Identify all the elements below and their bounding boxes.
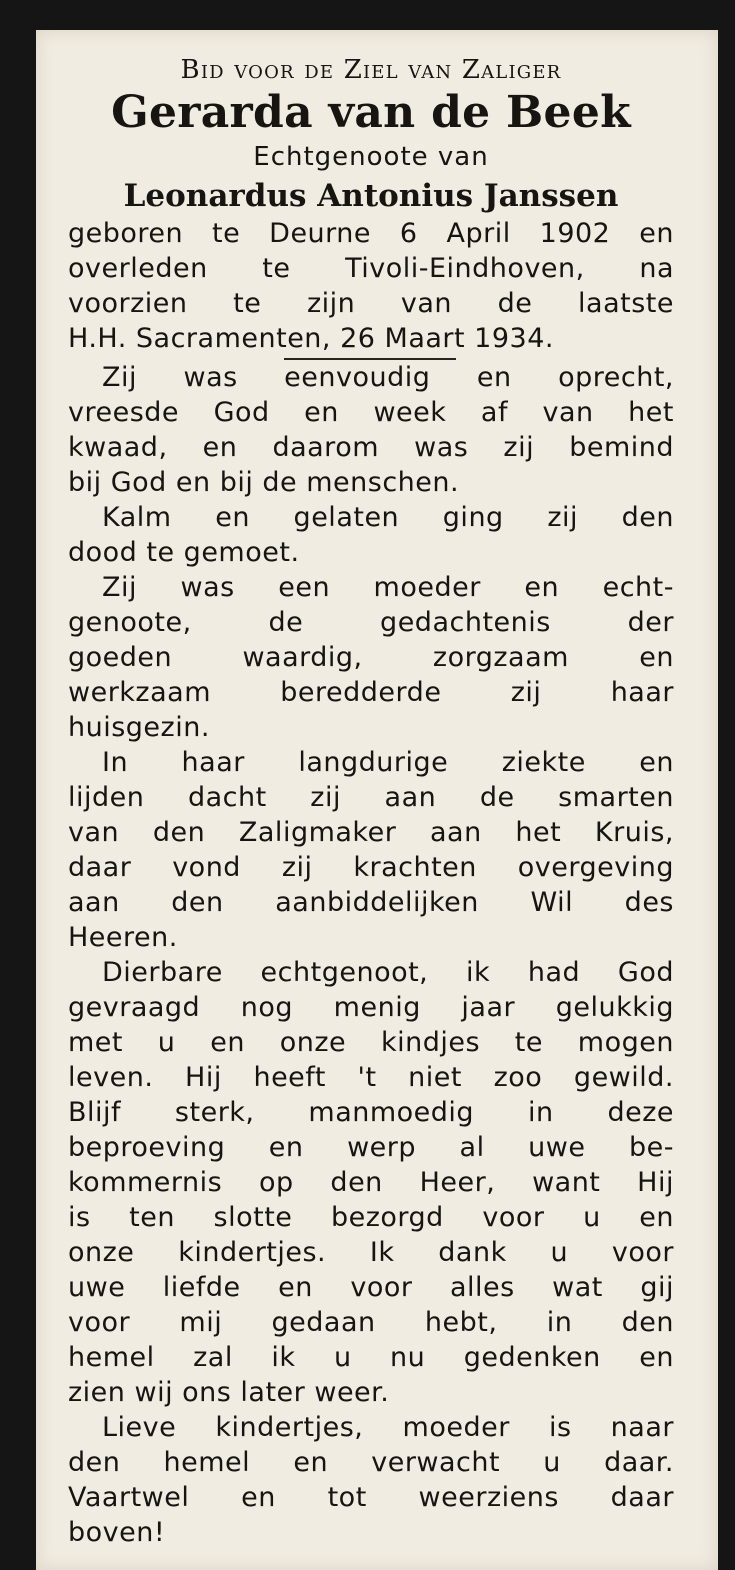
intro-line: voorzien te zijn van de laatste — [68, 288, 674, 319]
paragraph-line: kwaad, en daarom was zij bemind — [68, 432, 674, 463]
paragraph-line: voor mij gedaan hebt, in den — [68, 1307, 674, 1338]
paragraph-line: goeden waardig, zorgzaam en — [68, 642, 674, 673]
paragraph-line: onze kindertjes. Ik dank u voor — [68, 1237, 674, 1268]
paragraph-line: daar vond zij krachten overgeving — [68, 852, 674, 883]
paragraph-line: Dierbare echtgenoot, ik had God — [102, 957, 674, 988]
paragraph-line: genoote, de gedachtenis der — [68, 607, 674, 638]
paragraph-line: Zij was een moeder en echt- — [102, 572, 674, 603]
paragraph-line: leven. Hij heeft 't niet zoo gewild. — [68, 1062, 674, 1093]
paragraph-line: dood te gemoet. — [68, 537, 300, 568]
relation-label: Echtgenoote van — [253, 142, 489, 172]
paragraph-line: van den Zaligmaker aan het Kruis, — [68, 817, 674, 848]
paragraph-line: Kalm en gelaten ging zij den — [102, 502, 674, 533]
paragraph-line: den hemel en verwacht u daar. — [68, 1447, 674, 1478]
intro-line: geboren te Deurne 6 April 1902 en — [68, 218, 674, 249]
paragraph-line: hemel zal ik u nu gedenken en — [68, 1342, 674, 1373]
paragraph-line: aan den aanbiddelijken Wil des — [68, 887, 674, 918]
deceased-name: Gerarda van de Beek — [111, 87, 631, 138]
paragraph-line: uwe liefde en voor alles wat gij — [68, 1272, 674, 1303]
intro-block — [68, 216, 674, 356]
spouse-name: Leonardus Antonius Janssen — [123, 178, 619, 214]
body-text — [68, 360, 674, 1550]
paragraph-line: is ten slotte bezorgd voor u en — [68, 1202, 674, 1233]
paragraph-line: lijden dacht zij aan de smarten — [68, 782, 674, 813]
paragraph-line: Lieve kindertjes, moeder is naar — [102, 1412, 674, 1443]
paragraph-line: gevraagd nog menig jaar gelukkig — [68, 992, 674, 1023]
paragraph-line: bij God en bij de menschen. — [68, 467, 460, 498]
paragraph-line: huisgezin. — [68, 712, 210, 743]
paragraph-line: Zij was eenvoudig en oprecht, — [102, 362, 674, 393]
paragraph-line: zien wij ons later weer. — [68, 1377, 390, 1408]
paragraph-line: werkzaam beredderde zij haar — [68, 677, 674, 708]
paragraph-line: kommernis op den Heer, want Hij — [68, 1167, 674, 1198]
prayer-header: Bid voor de Ziel van Zaliger — [180, 55, 562, 85]
paragraph-line: boven! — [68, 1517, 166, 1548]
paragraph-line: Vaartwel en tot weerziens daar — [68, 1482, 674, 1513]
intro-line: overleden te Tivoli-Eindhoven, na — [68, 253, 674, 284]
paragraph-line: Heeren. — [68, 922, 178, 953]
intro-line: H.H. Sacramenten, 26 Maart 1934. — [68, 323, 554, 354]
memorial-card — [36, 30, 718, 1570]
paragraph-line: In haar langdurige ziekte en — [102, 747, 674, 778]
paragraph-line: vreesde God en week af van het — [68, 397, 674, 428]
card-text — [68, 52, 674, 1550]
paragraph-line: met u en onze kindjes te mogen — [68, 1027, 674, 1058]
paragraph-line: Blijf sterk, manmoedig in deze — [68, 1097, 674, 1128]
paragraph-line: beproeving en werp al uwe be- — [68, 1132, 674, 1163]
